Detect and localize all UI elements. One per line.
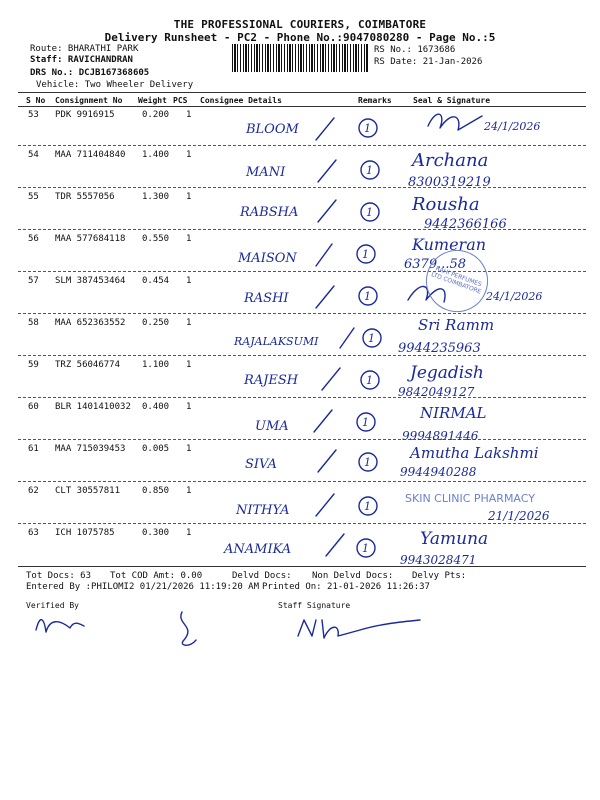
consignee-name: SIVA	[245, 457, 277, 472]
receiver-signature: 24/1/2026	[486, 290, 543, 303]
verified-by-label: Verified By	[26, 601, 79, 610]
remark-circle	[361, 371, 379, 389]
consignee-name: MANI	[246, 165, 286, 180]
receiver-phone: 9943028471	[400, 553, 477, 567]
remark-circle	[361, 161, 379, 179]
tick-mark	[322, 368, 340, 390]
remark-circle	[357, 245, 375, 263]
svg-text:1: 1	[364, 456, 371, 469]
consignee-name: RABSHA	[240, 205, 299, 220]
consignee-name: MAISON	[238, 251, 297, 266]
consignee-name: ANAMIKA	[224, 542, 292, 557]
svg-text:1: 1	[362, 416, 369, 429]
row-weight: 0.400	[142, 402, 170, 412]
remark-circle	[357, 413, 375, 431]
tot-docs: Tot Docs: 63	[26, 571, 92, 581]
drs-number: DRS No.: DCJB167368605	[30, 68, 150, 78]
row-pcs: 1	[186, 192, 192, 202]
row-weight: 0.550	[142, 234, 170, 244]
svg-text:1: 1	[364, 500, 371, 513]
row-consignment: BLR 1401410032	[55, 402, 131, 412]
staff-signature-scribble	[298, 620, 420, 638]
printed-on: Printed On: 21-01-2026 11:26:37	[262, 582, 430, 592]
row-pcs: 1	[186, 360, 192, 370]
row-consignment: MAA 715039453	[55, 444, 126, 454]
row-weight: 0.300	[142, 528, 170, 538]
remark-circle	[359, 453, 377, 471]
row-weight: 0.200	[142, 110, 170, 120]
row-consignment: CLT 30557811	[55, 486, 121, 496]
receiver-signature: Yamuna	[420, 529, 489, 549]
row-pcs: 1	[186, 150, 192, 160]
row-pcs: 1	[186, 318, 192, 328]
row-consignment: MAA 652363552	[55, 318, 126, 328]
row-sno: 61	[28, 444, 39, 454]
col-remarks: Remarks	[358, 96, 392, 105]
tick-mark	[326, 534, 344, 556]
receiver-phone: 6379...58	[404, 257, 467, 272]
consignee-name: UMA	[255, 419, 289, 434]
row-sno: 58	[28, 318, 39, 328]
rs-number: RS No.: 1673686	[374, 45, 456, 55]
row-sno: 55	[28, 192, 39, 202]
staff-signature-label: Staff Signature	[278, 601, 351, 610]
consignee-name: BLOOM	[246, 122, 299, 137]
consignee-name: RAJESH	[244, 373, 299, 388]
row-sno: 62	[28, 486, 39, 496]
consignee-name: NITHYA	[236, 503, 290, 518]
tick-mark	[316, 244, 332, 266]
row-pcs: 1	[186, 486, 192, 496]
col-pcs: PCS	[173, 96, 188, 105]
row-pcs: 1	[186, 110, 192, 120]
svg-text:1: 1	[366, 374, 373, 387]
row-consignment: PDK 9916915	[55, 110, 115, 120]
row-weight: 0.250	[142, 318, 170, 328]
verifier-signature-scribble	[36, 620, 84, 632]
tick-mark	[314, 410, 332, 432]
runsheet-title: Delivery Runsheet - PC2 - Phone No.:9047080280 - Page No.:5	[104, 31, 496, 44]
row-pcs: 1	[186, 234, 192, 244]
svg-text:1: 1	[362, 542, 369, 555]
row-consignment: ICH 1075785	[55, 528, 115, 538]
receiver-signature: 21/1/2026	[488, 509, 550, 523]
receiver-signature: 24/1/2026	[484, 120, 541, 133]
receiver-phone: 9442366166	[424, 217, 507, 232]
remark-circle	[359, 287, 377, 305]
company-name: THE PROFESSIONAL COURIERS, COIMBATORE	[173, 18, 427, 31]
row-consignment: MAA 711404840	[55, 150, 126, 160]
svg-text:1: 1	[362, 248, 369, 261]
row-weight: 1.100	[142, 360, 170, 370]
row-sno: 56	[28, 234, 39, 244]
receiver-signature: Rousha	[412, 194, 480, 215]
svg-text:1: 1	[364, 122, 371, 135]
svg-text:1: 1	[366, 164, 373, 177]
row-consignment: TDR 5557056	[55, 192, 115, 202]
receiver-signature: NIRMAL	[420, 404, 487, 422]
receiver-phone: 9842049127	[398, 385, 475, 399]
row-consignment: MAA 577684118	[55, 234, 126, 244]
tick-mark	[316, 494, 334, 516]
tick-mark	[316, 118, 334, 140]
rs-date: RS Date: 21-Jan-2026	[374, 57, 483, 67]
consignee-name: RAJALAKSUMI	[234, 335, 319, 348]
svg-text:1: 1	[364, 290, 371, 303]
tick-mark	[318, 160, 336, 182]
receiver-phone: 9994891446	[402, 429, 479, 443]
signature-scribble	[428, 114, 482, 130]
tick-mark	[318, 450, 336, 472]
row-sno: 63	[28, 528, 39, 538]
col-consignment: Consignment No	[55, 96, 123, 105]
remark-circle	[359, 119, 377, 137]
row-weight: 0.005	[142, 444, 170, 454]
col-consignee: Consignee Details	[200, 96, 282, 105]
tick-mark	[316, 286, 334, 308]
row-sno: 59	[28, 360, 39, 370]
row-pcs: 1	[186, 276, 192, 286]
vehicle-label: Vehicle: Two Wheeler Delivery	[36, 80, 194, 90]
delivery-points: Delvy Pts:	[412, 571, 467, 581]
row-sno: 57	[28, 276, 39, 286]
receiver-phone: 8300319219	[408, 175, 491, 190]
tick-mark	[318, 200, 336, 222]
col-seal-signature: Seal & Signature	[413, 96, 491, 105]
col-sno: S No	[26, 96, 46, 105]
receiver-signature: Kumeran	[412, 235, 487, 254]
row-consignment: SLM 387453464	[55, 276, 126, 286]
row-pcs: 1	[186, 402, 192, 412]
non-delivered-docs: Non Delvd Docs:	[312, 571, 394, 581]
row-weight: 0.850	[142, 486, 170, 496]
receiver-signature: Archana	[412, 150, 489, 171]
row-weight: 1.300	[142, 192, 170, 202]
row-weight: 0.454	[142, 276, 170, 286]
receiver-phone: 9944235963	[398, 341, 481, 356]
receiver-signature: Sri Ramm	[418, 316, 495, 334]
middle-signature-scribble	[181, 612, 196, 645]
col-weight: Weight	[138, 96, 167, 105]
tick-mark	[340, 328, 354, 348]
row-sno: 60	[28, 402, 39, 412]
svg-text:1: 1	[366, 206, 373, 219]
remark-circle	[361, 203, 379, 221]
row-pcs: 1	[186, 444, 192, 454]
svg-text:1: 1	[368, 332, 375, 345]
round-seal-text: RAHI PERFUMES LTD COIMBATORE	[430, 265, 483, 296]
row-consignment: TRZ 56046774	[55, 360, 121, 370]
entered-by: Entered By :PHILOMI2 01/21/2026 11:19:20 AM	[26, 582, 259, 592]
staff-label: Staff: RAVICHANDRAN	[30, 55, 133, 65]
delivered-docs: Delvd Docs:	[232, 571, 292, 581]
receiver-phone: 9944940288	[400, 465, 477, 479]
pharmacy-stamp: SKIN CLINIC PHARMACY	[405, 492, 535, 505]
row-weight: 1.400	[142, 150, 170, 160]
remark-circle	[357, 539, 375, 557]
row-sno: 53	[28, 110, 39, 120]
receiver-signature: Jegadish	[410, 363, 484, 383]
tot-cod-amount: Tot COD Amt: 0.00	[110, 571, 203, 581]
remark-circle	[359, 497, 377, 515]
row-sno: 54	[28, 150, 39, 160]
consignee-name: RASHI	[244, 291, 289, 306]
receiver-signature: Amutha Lakshmi	[410, 444, 539, 462]
row-pcs: 1	[186, 528, 192, 538]
route-label: Route: BHARATHI PARK	[30, 44, 139, 54]
remark-circle	[363, 329, 381, 347]
